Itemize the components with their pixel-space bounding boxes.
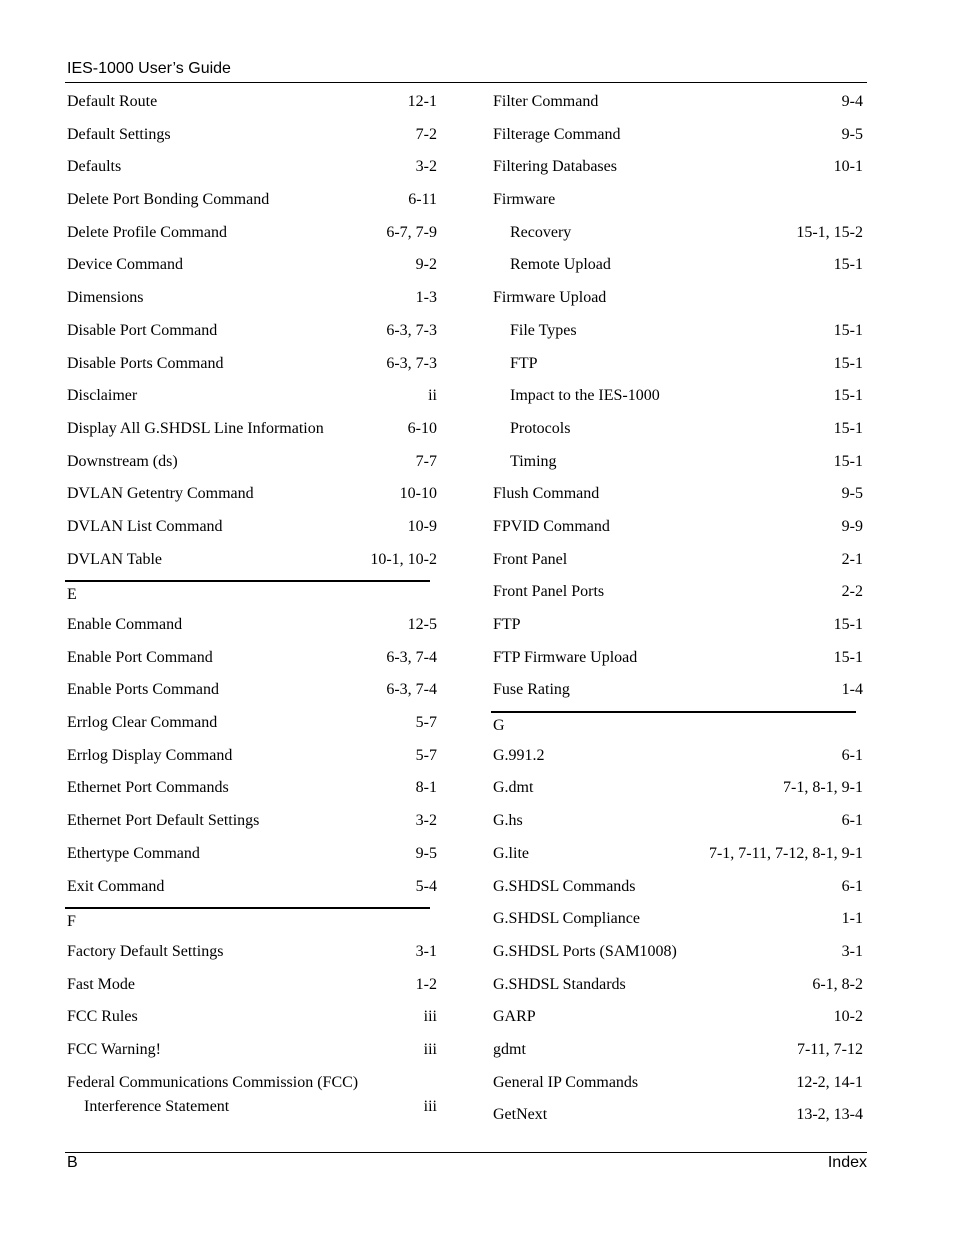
index-page-refs: 6-1, 8-2: [812, 975, 863, 993]
index-entry: [493, 415, 863, 448]
index-page-refs: 9-2: [415, 256, 437, 274]
index-entry: [67, 1036, 437, 1069]
index-entry: [493, 546, 863, 579]
index-entry: [493, 382, 863, 415]
index-term: Firmware Upload: [493, 289, 607, 307]
index-entry: [67, 971, 437, 1004]
index-term: Front Panel: [493, 550, 568, 568]
index-page-refs: 1-1: [841, 910, 863, 928]
index-page-refs: 7-11, 7-12: [796, 1040, 863, 1058]
index-term: Filter Command: [493, 93, 599, 110]
index-term: G.dmt: [493, 779, 534, 797]
index-term: Ethertype Command: [67, 844, 200, 862]
index-term: G.SHDSL Ports (SAM1008): [493, 942, 677, 960]
index-page-refs: iii: [423, 1008, 437, 1026]
index-entry: [67, 676, 437, 709]
header-rule: [65, 82, 867, 83]
index-page-refs: 3-2: [415, 812, 437, 830]
index-page-refs: 12-1: [407, 93, 437, 110]
index-subterm: FTP: [510, 354, 538, 372]
index-term: G.SHDSL Compliance: [493, 910, 640, 928]
index-term: Downstream (ds): [67, 452, 178, 470]
section-divider: [65, 907, 430, 909]
index-page-refs: 10-9: [407, 517, 437, 535]
index-entry: [493, 448, 863, 481]
index-term: Enable Command: [67, 616, 183, 633]
index-term: Errlog Display Command: [67, 746, 233, 764]
index-subterm: Recovery: [510, 223, 572, 241]
index-entry: [67, 219, 437, 252]
index-page-refs: 15-1: [833, 256, 863, 274]
index-entry: [67, 1069, 437, 1126]
index-term: Disable Port Command: [67, 321, 218, 339]
index-entry: [67, 774, 437, 807]
index-term: Disable Ports Command: [67, 354, 224, 372]
index-term: GARP: [493, 1008, 536, 1026]
section-letter: F: [67, 913, 76, 931]
index-entry: [493, 513, 863, 546]
index-page-refs: 15-1: [833, 616, 863, 633]
index-entry: [493, 480, 863, 513]
index-entry: [67, 350, 437, 383]
index-term: Dimensions: [67, 289, 144, 307]
index-page-refs: 10-1: [833, 158, 863, 176]
index-page-refs: 6-1: [841, 812, 863, 830]
index-term: Factory Default Settings: [67, 942, 224, 960]
index-page-refs: 12-2, 14-1: [796, 1073, 863, 1091]
index-term: Delete Port Bonding Command: [67, 191, 270, 209]
index-entry: [67, 807, 437, 840]
index-page-refs: iii: [423, 1097, 437, 1115]
index-page-refs: 1-3: [415, 289, 437, 307]
index-entry: [493, 611, 863, 644]
index-term: Flush Command: [493, 485, 600, 503]
index-term: DVLAN Getentry Command: [67, 485, 254, 503]
index-entry: [67, 415, 437, 448]
page-header-title: IES-1000 User’s Guide: [67, 60, 231, 77]
index-term: FCC Warning!: [67, 1040, 161, 1058]
index-entry: [67, 873, 437, 906]
index-page-refs: 15-1: [833, 648, 863, 666]
index-page-refs: 7-7: [415, 452, 437, 470]
index-page-refs: 13-2, 13-4: [796, 1106, 863, 1124]
index-entry: [493, 251, 863, 284]
page-number: B: [67, 1154, 78, 1171]
index-page-refs: 10-2: [833, 1008, 863, 1026]
index-page-refs: 6-3, 7-3: [386, 321, 437, 339]
index-term: FTP: [493, 616, 521, 633]
index-page-refs: 6-11: [408, 191, 437, 209]
index-term: Defaults: [67, 158, 122, 176]
index-page-refs: 1-2: [415, 975, 437, 993]
index-page-refs: 7-1, 7-11, 7-12, 8-1, 9-1: [708, 844, 863, 862]
index-entry: [493, 644, 863, 677]
index-term: Enable Ports Command: [67, 681, 219, 699]
section-letter: E: [67, 586, 77, 604]
index-term: G.hs: [493, 812, 523, 830]
index-entry: [493, 840, 863, 873]
section-divider: [491, 711, 856, 713]
index-entry: [493, 1003, 863, 1036]
index-term: Default Settings: [67, 125, 171, 143]
index-entry: [493, 971, 863, 1004]
index-subterm: Remote Upload: [510, 256, 611, 274]
index-entry: [493, 350, 863, 383]
index-page-refs: 7-2: [415, 125, 437, 143]
index-term: Enable Port Command: [67, 648, 213, 666]
index-entry: [493, 1069, 863, 1102]
index-page-refs: 7-1, 8-1, 9-1: [783, 779, 863, 797]
index-entry: [67, 251, 437, 284]
section-letter: G: [493, 717, 505, 735]
index-entry: [67, 1003, 437, 1036]
index-entry: [493, 905, 863, 938]
index-page-refs: 6-1: [841, 877, 863, 895]
index-section-header: [67, 905, 437, 938]
index-term: FPVID Command: [493, 517, 610, 535]
index-entry: [67, 611, 437, 644]
index-page-refs: 2-1: [841, 550, 863, 568]
index-page-refs: 15-1: [833, 452, 863, 470]
index-entry: [67, 88, 437, 121]
index-term: FCC Rules: [67, 1008, 138, 1026]
index-page-refs: 15-1: [833, 387, 863, 405]
index-term: G.991.2: [493, 746, 545, 764]
index-term: Fuse Rating: [493, 681, 570, 699]
index-entry: [493, 186, 863, 219]
index-entry: [67, 121, 437, 154]
index-term: G.SHDSL Standards: [493, 975, 626, 993]
section-divider: [65, 580, 430, 582]
index-page-refs: 5-7: [415, 714, 437, 732]
index-page-refs: 9-9: [841, 517, 863, 535]
index-page-refs: 8-1: [415, 779, 437, 797]
index-entry: [67, 186, 437, 219]
index-term: Default Route: [67, 93, 158, 110]
index-term: Device Command: [67, 256, 183, 274]
index-page-refs: 9-5: [415, 844, 437, 862]
index-page-refs: 1-4: [841, 681, 863, 699]
index-page-refs: 3-1: [415, 942, 437, 960]
index-page-refs: 6-3, 7-4: [386, 648, 437, 666]
index-section-header: [67, 578, 437, 611]
index-term: DVLAN List Command: [67, 517, 223, 535]
index-entry: [67, 644, 437, 677]
index-term: Ethernet Port Commands: [67, 779, 229, 797]
index-subterm: Impact to the IES-1000: [510, 387, 660, 405]
index-page-refs: 5-4: [415, 877, 437, 895]
index-page-refs: 15-1: [833, 321, 863, 339]
index-entry: [493, 676, 863, 709]
index-entry: [493, 742, 863, 775]
index-page-refs: 15-1: [833, 419, 863, 437]
index-entry: [67, 153, 437, 186]
section-name: Index: [827, 1154, 867, 1171]
index-page-refs: 15-1, 15-2: [796, 223, 863, 241]
index-term: FTP Firmware Upload: [493, 648, 638, 666]
index-entry: [67, 840, 437, 873]
index-entry: [67, 546, 437, 579]
index-page-refs: 9-5: [841, 485, 863, 503]
index-column-right: [493, 88, 863, 1134]
index-entry: [493, 121, 863, 154]
index-term: G.SHDSL Commands: [493, 877, 636, 895]
footer-rule: [65, 1152, 867, 1153]
index-entry: [67, 448, 437, 481]
index-page-refs: 3-2: [415, 158, 437, 176]
index-term: GetNext: [493, 1106, 548, 1124]
index-term: Federal Communications Commission (FCC): [67, 1073, 359, 1091]
index-term: G.lite: [493, 844, 529, 862]
index-term-continuation: Interference Statement: [84, 1097, 230, 1115]
index-entry: [67, 513, 437, 546]
index-entry: [493, 938, 863, 971]
index-page-refs: 3-1: [841, 942, 863, 960]
index-subterm: Timing: [510, 452, 557, 470]
index-entry: [493, 873, 863, 906]
index-term: Ethernet Port Default Settings: [67, 812, 260, 830]
index-page-refs: 10-10: [399, 485, 437, 503]
index-page-refs: 12-5: [407, 616, 437, 633]
index-page-refs: 9-5: [841, 125, 863, 143]
index-term: Filtering Databases: [493, 158, 617, 176]
index-subterm: Protocols: [510, 419, 571, 437]
index-entry: [493, 284, 863, 317]
index-section-header: [493, 709, 863, 742]
index-page-refs: 6-3, 7-4: [386, 681, 437, 699]
index-page-refs: 9-4: [841, 93, 863, 110]
index-page-refs: 10-1, 10-2: [370, 550, 437, 568]
index-entry: [67, 742, 437, 775]
index-term: Front Panel Ports: [493, 583, 605, 601]
index-term: gdmt: [493, 1040, 526, 1058]
index-page-refs: 5-7: [415, 746, 437, 764]
index-entry: [67, 480, 437, 513]
index-entry: [67, 284, 437, 317]
index-term: Delete Profile Command: [67, 223, 227, 241]
index-term: Disclaimer: [67, 387, 138, 405]
index-entry: [493, 219, 863, 252]
index-page-refs: 6-7, 7-9: [386, 223, 437, 241]
index-column-left: [67, 88, 437, 1126]
index-page-refs: iii: [423, 1040, 437, 1058]
index-page-refs: 6-3, 7-3: [386, 354, 437, 372]
index-term: General IP Commands: [493, 1073, 639, 1091]
index-entry: [493, 153, 863, 186]
index-entry: [493, 88, 863, 121]
index-page-refs: 2-2: [841, 583, 863, 601]
index-entry: [493, 317, 863, 350]
index-entry: [493, 807, 863, 840]
index-subterm: File Types: [510, 321, 577, 339]
index-entry: [67, 317, 437, 350]
index-term: DVLAN Table: [67, 550, 163, 568]
index-entry: [67, 709, 437, 742]
index-page-refs: 6-10: [407, 419, 437, 437]
index-page-refs: 15-1: [833, 354, 863, 372]
index-entry: [67, 382, 437, 415]
index-entry: [493, 1101, 863, 1134]
index-term: Filterage Command: [493, 125, 621, 143]
index-entry: [493, 1036, 863, 1069]
index-entry: [493, 578, 863, 611]
index-page-refs: 6-1: [841, 746, 863, 764]
index-entry: [67, 938, 437, 971]
index-term: Errlog Clear Command: [67, 714, 218, 732]
index-term: Display All G.SHDSL Line Information: [67, 419, 324, 437]
index-page-refs: ii: [428, 387, 437, 405]
index-term: Exit Command: [67, 877, 165, 895]
index-term: Fast Mode: [67, 975, 135, 993]
index-term: Firmware: [493, 191, 556, 209]
index-entry: [493, 774, 863, 807]
